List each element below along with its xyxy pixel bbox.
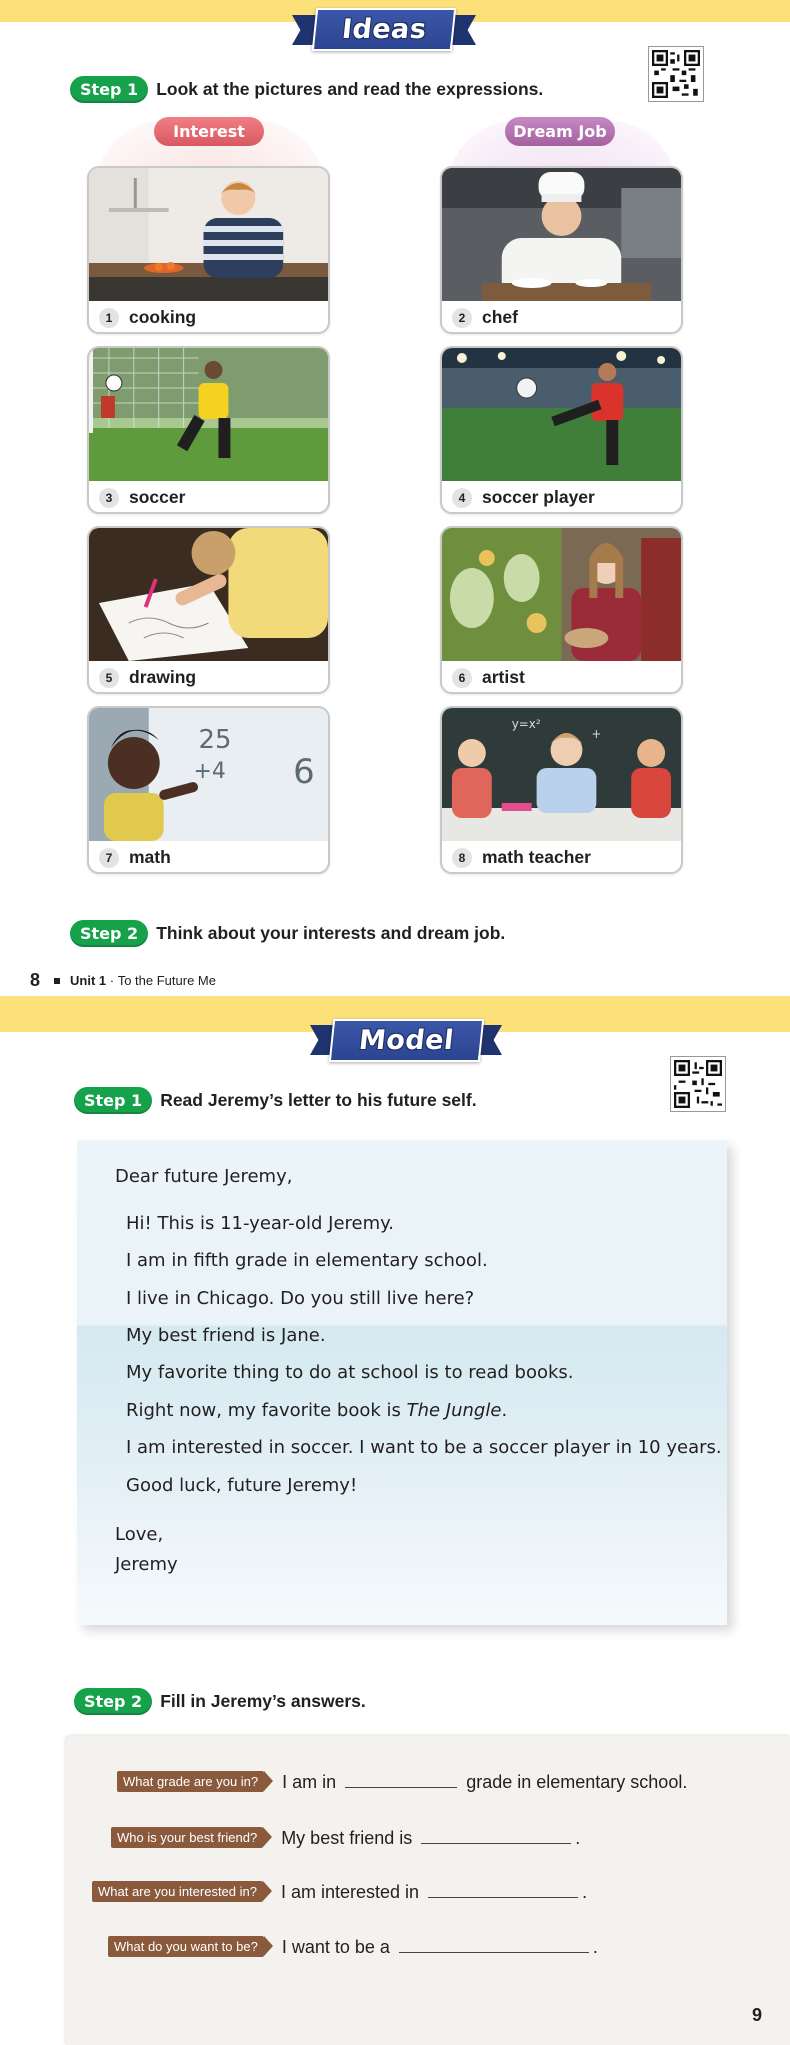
letter-line: My best friend is Jane. bbox=[126, 1325, 326, 1346]
card-label: soccer player bbox=[482, 487, 595, 507]
question-tag: Who is your best friend? bbox=[111, 1827, 263, 1848]
card-label: soccer bbox=[129, 487, 186, 507]
answer-sentence bbox=[282, 1935, 598, 1958]
card-caption bbox=[89, 661, 328, 694]
step1-badge: Step 1 bbox=[74, 1087, 152, 1114]
letter-paper bbox=[77, 1140, 727, 1625]
card-caption bbox=[442, 481, 681, 514]
page-number: 8 bbox=[30, 970, 41, 990]
ideas-title: Ideas bbox=[311, 8, 456, 51]
card-label: math bbox=[129, 847, 171, 867]
qr-code-icon[interactable] bbox=[670, 1056, 726, 1112]
page-number: 9 bbox=[752, 2005, 763, 2025]
letter-closing: Love, bbox=[115, 1524, 164, 1545]
dreamjob-heading: Dream Job bbox=[505, 117, 615, 146]
cooking-photo bbox=[89, 168, 328, 301]
qr-code-graphic bbox=[652, 50, 700, 98]
step1-model bbox=[74, 1087, 477, 1114]
card-math bbox=[87, 706, 330, 874]
ideas-banner bbox=[300, 5, 468, 53]
sentence-end: . bbox=[575, 1828, 581, 1848]
drawing-photo bbox=[89, 528, 328, 661]
card-number: 5 bbox=[99, 668, 119, 688]
card-chef bbox=[440, 166, 683, 334]
letter-signature: Jeremy bbox=[115, 1554, 178, 1575]
card-number: 3 bbox=[99, 488, 119, 508]
question-tag: What grade are you in? bbox=[117, 1771, 264, 1792]
answer-blank-dream[interactable] bbox=[399, 1935, 589, 1953]
book-line-suffix: . bbox=[501, 1400, 508, 1421]
sentence-start: I want to be a bbox=[281, 1937, 390, 1957]
math-photo bbox=[89, 708, 328, 841]
card-math-teacher bbox=[440, 706, 683, 874]
step1-instruction: Read Jeremy’s letter to his future self. bbox=[160, 1090, 477, 1110]
svg-text:+4: +4 bbox=[193, 758, 226, 785]
question-row-grade bbox=[117, 1770, 687, 1793]
step2-model bbox=[74, 1688, 366, 1715]
answer-sentence bbox=[281, 1826, 580, 1849]
step2-ideas bbox=[70, 920, 505, 947]
qr-code-graphic bbox=[674, 1060, 722, 1108]
card-drawing bbox=[87, 526, 330, 694]
card-label: cooking bbox=[129, 307, 197, 327]
artist-photo bbox=[442, 528, 681, 661]
interest-heading: Interest bbox=[154, 117, 264, 146]
card-label: drawing bbox=[129, 667, 197, 687]
letter-greeting: Dear future Jeremy, bbox=[115, 1166, 293, 1187]
letter-book-line bbox=[126, 1400, 507, 1421]
chef-photo bbox=[442, 168, 681, 301]
answer-blank-interest[interactable] bbox=[428, 1880, 578, 1898]
book-title: The Jungle bbox=[406, 1400, 502, 1421]
step1-instruction: Look at the pictures and read the expressions. bbox=[156, 79, 544, 99]
step2-badge: Step 2 bbox=[74, 1688, 152, 1715]
soccer-player-photo bbox=[442, 348, 681, 481]
folio-separator: · bbox=[106, 973, 118, 988]
card-label: artist bbox=[482, 667, 525, 687]
step2-badge: Step 2 bbox=[70, 920, 148, 947]
question-row-dream bbox=[108, 1935, 598, 1958]
card-number: 1 bbox=[99, 308, 119, 328]
book-line-prefix: Right now, my favorite book is bbox=[126, 1400, 407, 1421]
step2-instruction: Think about your interests and dream job. bbox=[156, 923, 506, 943]
card-caption bbox=[442, 301, 681, 334]
step1-ideas bbox=[70, 76, 543, 103]
unit-title: To the Future Me bbox=[117, 973, 216, 988]
card-caption bbox=[442, 841, 681, 874]
letter-line: I live in Chicago. Do you still live here? bbox=[126, 1288, 475, 1309]
question-row-friend bbox=[111, 1826, 580, 1849]
svg-text:6: 6 bbox=[293, 751, 315, 792]
card-caption bbox=[89, 301, 328, 334]
card-caption bbox=[89, 481, 328, 514]
card-label: math teacher bbox=[482, 847, 591, 867]
sentence-end: . bbox=[592, 1937, 598, 1957]
card-caption bbox=[442, 661, 681, 694]
sentence-start: I am in bbox=[282, 1772, 337, 1792]
card-number: 4 bbox=[452, 488, 472, 508]
sentence-start: I am interested in bbox=[280, 1882, 420, 1902]
letter-line: I am in fifth grade in elementary school. bbox=[126, 1250, 488, 1271]
question-tag: What are you interested in? bbox=[92, 1881, 263, 1902]
letter-line: Hi! This is 11-year-old Jeremy. bbox=[126, 1213, 394, 1234]
card-cooking bbox=[87, 166, 330, 334]
qr-code-icon[interactable] bbox=[648, 46, 704, 102]
sentence-end: grade in elementary school. bbox=[466, 1772, 688, 1792]
unit-label: Unit 1 bbox=[70, 973, 107, 988]
question-tag: What do you want to be? bbox=[108, 1936, 264, 1957]
card-soccer-player bbox=[440, 346, 683, 514]
answer-sentence bbox=[281, 1880, 587, 1903]
sentence-start: My best friend is bbox=[281, 1828, 413, 1848]
step1-badge: Step 1 bbox=[70, 76, 148, 103]
letter-line: I am interested in soccer. I want to be a soccer player in 10 years. bbox=[126, 1437, 722, 1458]
svg-text:+: + bbox=[591, 726, 602, 742]
folio-square-icon bbox=[54, 978, 60, 984]
sentence-end: . bbox=[582, 1882, 588, 1902]
card-label: chef bbox=[482, 307, 518, 327]
card-soccer bbox=[87, 346, 330, 514]
card-number: 7 bbox=[99, 848, 119, 868]
answer-blank-grade[interactable] bbox=[345, 1770, 457, 1788]
svg-text:y=x²: y=x² bbox=[511, 716, 541, 732]
step2-instruction: Fill in Jeremy’s answers. bbox=[160, 1691, 366, 1711]
card-artist bbox=[440, 526, 683, 694]
answer-blank-friend[interactable] bbox=[421, 1826, 571, 1844]
math-teacher-photo bbox=[442, 708, 681, 841]
card-number: 2 bbox=[452, 308, 472, 328]
answers-panel bbox=[66, 1736, 790, 2045]
soccer-photo bbox=[89, 348, 328, 481]
model-title: Model bbox=[328, 1019, 483, 1062]
question-row-interest bbox=[92, 1880, 587, 1903]
card-caption bbox=[89, 841, 328, 874]
card-number: 8 bbox=[452, 848, 472, 868]
svg-text:25: 25 bbox=[198, 724, 232, 756]
card-number: 6 bbox=[452, 668, 472, 688]
model-banner bbox=[318, 1015, 494, 1065]
page-folio bbox=[30, 970, 216, 991]
letter-line: Good luck, future Jeremy! bbox=[126, 1475, 358, 1496]
answer-sentence bbox=[282, 1770, 687, 1793]
letter-line: My favorite thing to do at school is to read books. bbox=[126, 1362, 574, 1383]
